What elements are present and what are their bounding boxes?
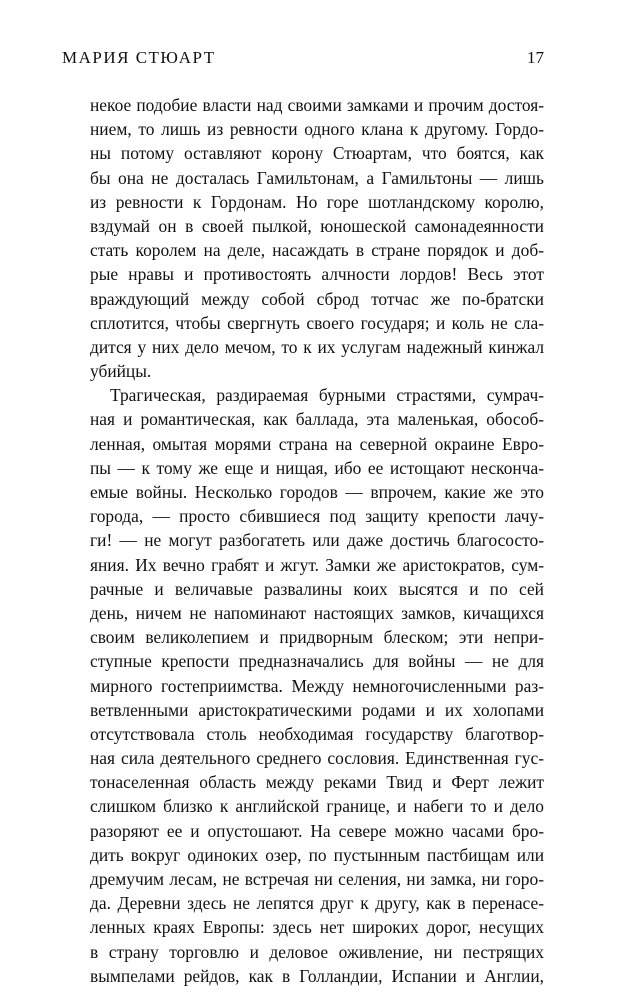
- page-header: [62, 48, 544, 68]
- text-line: Трагическая, раздираемая бурными страстями, сумрач-: [110, 385, 544, 406]
- text-line: ги! — не могут разбогатеть или даже достичь благососто-: [90, 530, 544, 551]
- text-line: рачные и величавые развалины коих высятся и по сей: [90, 578, 544, 599]
- text-line: яния. Их вечно грабят и жгут. Замки же аристократов, сум-: [90, 554, 544, 575]
- text-line: ступные крепости предназначались для войны — не для: [90, 651, 544, 672]
- text-line: дремучим лесам, не встречая ни селения, ни замка, ни горо-: [90, 869, 544, 889]
- text-line: в страну торговлю и деловое оживление, ни пестрящих: [90, 941, 544, 962]
- text-line: отсутствовала столь необходимая государству благотвор-: [90, 723, 544, 744]
- text-line: слишком близко к английской границе, и набеги то и дело: [90, 796, 544, 817]
- text-line: сплотится, чтобы свергнуть своего государя; и коль не сла-: [90, 312, 544, 333]
- text-line: дить вокруг одиноких озер, по пустынным пастбищам или: [90, 844, 544, 865]
- body-text: [90, 93, 544, 988]
- text-line: стать королем на деле, насаждать в стране порядок и доб-: [90, 240, 544, 261]
- text-line: враждующий между собой сброд тотчас же по-братски: [90, 288, 544, 309]
- text-line: вздумай он в своей пылкой, юношеской самонадеянности: [90, 215, 544, 236]
- text-line: ленная, омытая морями страна на северной окраине Евро-: [90, 433, 544, 454]
- text-line: ная сила деятельного среднего сословия. Единственная гус-: [90, 748, 544, 769]
- text-line: тонаселенная область между реками Твид и Ферт лежит: [90, 772, 544, 793]
- text-line: да. Деревни здесь не лепятся друг к другу, как в перенасе-: [90, 893, 544, 914]
- text-line: рые нравы и противостоять алчности лордов! Весь этот: [90, 264, 544, 285]
- text-line: пы — к тому же еще и нищая, ибо ее истощают несконча-: [90, 457, 544, 478]
- text-line: ны потому оставляют корону Стюартам, что боятся, как: [90, 143, 544, 164]
- text-line: некое подобие власти над своими замками и прочим достоя-: [90, 95, 544, 115]
- running-title: МАРИЯ СТЮАРТ: [62, 48, 216, 67]
- text-line: нием, то лишь из ревности одного клана к другому. Гордо-: [90, 119, 544, 140]
- text-line: бы она не досталась Гамильтонам, а Гамильтоны — лишь: [90, 167, 544, 188]
- text-line: убийцы.: [90, 361, 152, 382]
- text-line: разоряют ее и опустошают. На севере можно часами бро-: [90, 820, 544, 841]
- text-line: ленных краях Европы: здесь нет широких дорог, несущих: [90, 917, 544, 938]
- text-line: емые войны. Несколько городов — впрочем, какие же это: [90, 482, 544, 502]
- page-number: 17: [527, 48, 544, 67]
- text-line: из ревности к Гордонам. Но горе шотландскому королю,: [90, 191, 544, 212]
- text-line: дится у них дело мечом, то к их услугам надежный кинжал: [90, 336, 544, 357]
- text-line: день, ничем не напоминают настоящих замков, кичащихся: [90, 602, 544, 623]
- text-line: своим великолепием и придворным блеском; эти непри-: [90, 627, 544, 648]
- text-line: мирного гостеприимства. Между немногочисленными раз-: [90, 675, 544, 696]
- text-line: вымпелами рейдов, как в Голландии, Испании и Англии,: [90, 965, 544, 986]
- text-line: ная и романтическая, как баллада, эта маленькая, обособ-: [90, 409, 544, 430]
- text-line: города, — просто сбившиеся под защиту крепости лачу-: [90, 506, 544, 527]
- text-line: ветвленными аристократическими родами и их холопами: [90, 699, 544, 720]
